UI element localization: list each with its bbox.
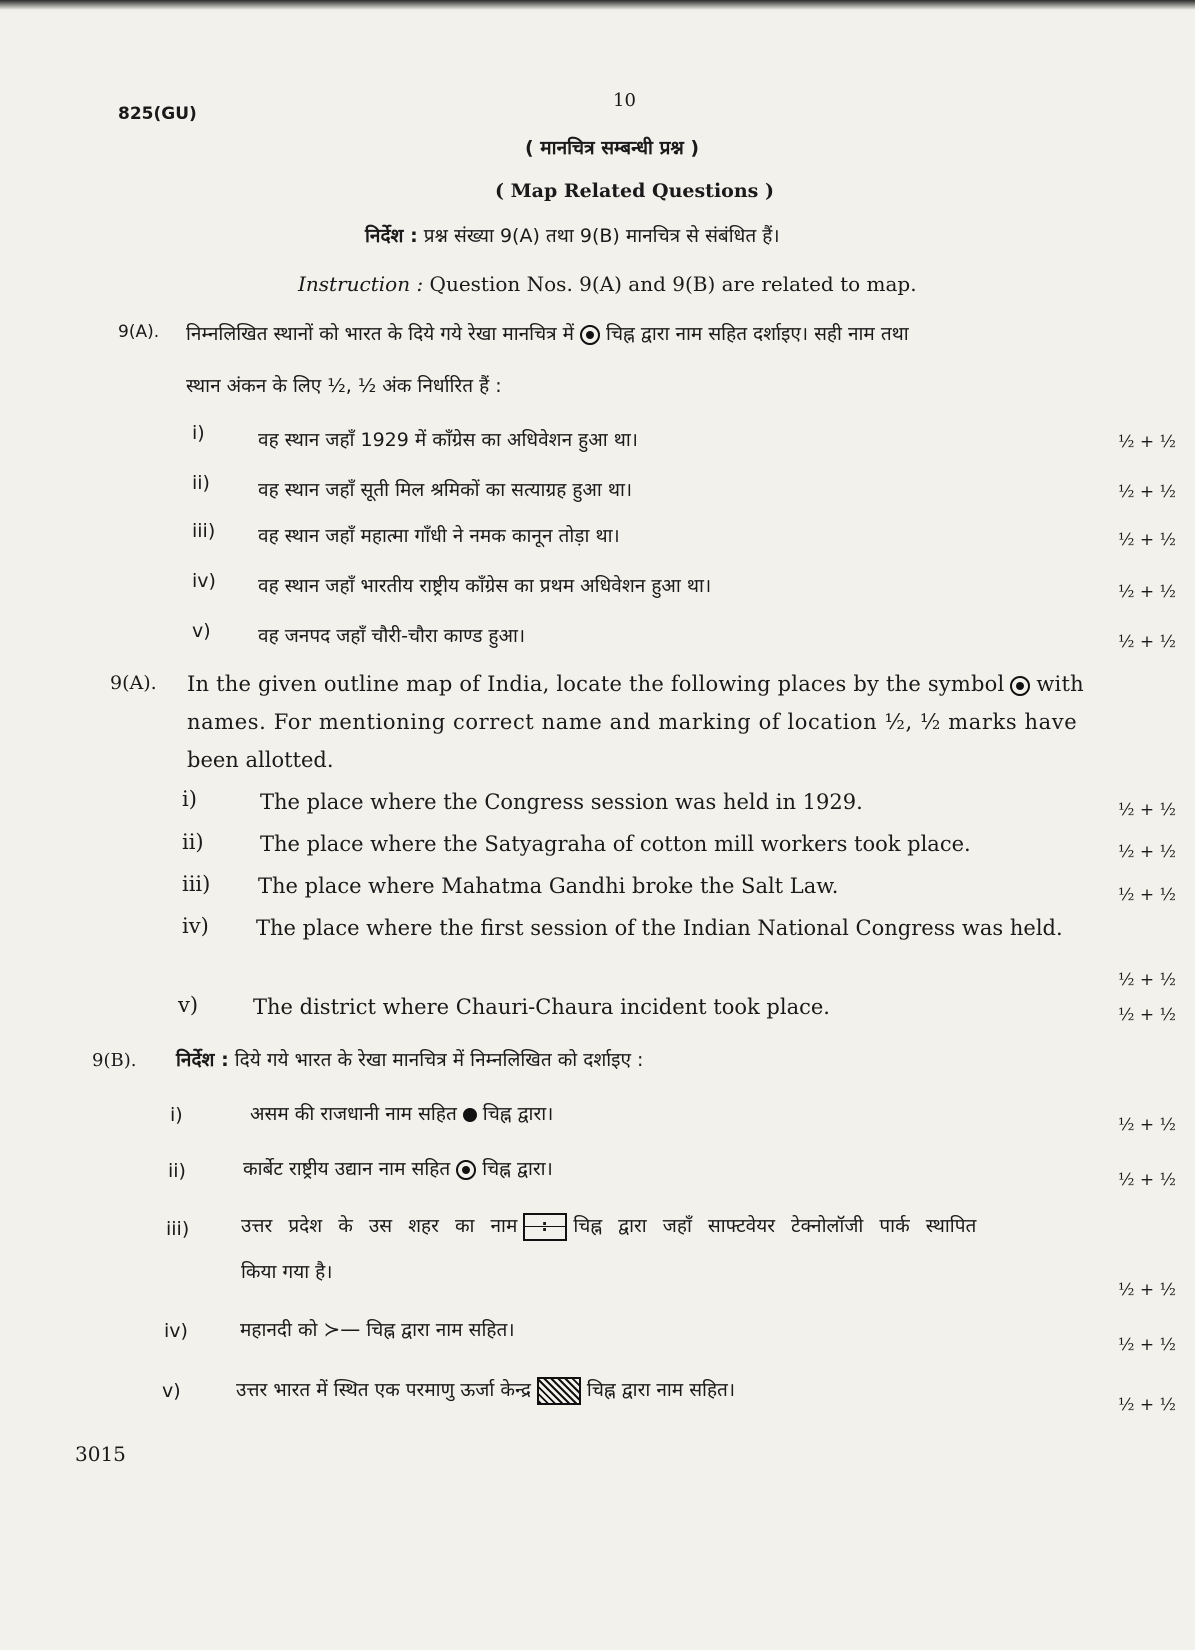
item-label: ii) xyxy=(182,830,204,854)
item-text-part: चिह्न द्वारा नाम सहित। xyxy=(586,1379,736,1401)
item-text xyxy=(243,1155,553,1181)
item-marks: ½ + ½ xyxy=(1118,800,1177,820)
item-label: iv) xyxy=(164,1320,188,1342)
item-text: वह स्थान जहाँ महात्मा गाँधी ने नमक कानून तोड़ा था। xyxy=(258,525,620,547)
item-label: iv) xyxy=(192,570,216,592)
item-text-line2: किया गया है। xyxy=(241,1261,333,1283)
scan-edge xyxy=(0,0,1195,10)
item-marks: ½ + ½ xyxy=(1118,632,1177,652)
question-text-part: निम्नलिखित स्थानों को भारत के दिये गये रेखा मानचित्र में xyxy=(186,323,575,345)
item-marks: ½ + ½ xyxy=(1118,1280,1177,1300)
question-number: 9(A). xyxy=(118,322,160,342)
instruction-label: Instruction : xyxy=(298,272,424,296)
item-label: iii) xyxy=(192,520,216,542)
item-label: ii) xyxy=(192,472,210,494)
question-text-part: In the given outline map of India, locate the following places by the symbol xyxy=(187,672,1005,696)
item-text-part: चिह्न द्वारा। xyxy=(482,1103,554,1125)
question-number: 9(A). xyxy=(110,672,157,694)
title-english: ( Map Related Questions ) xyxy=(495,180,774,202)
instruction-english xyxy=(298,272,917,296)
page-number: 10 xyxy=(613,90,636,111)
item-text-part: उत्तर प्रदेश के उस शहर का नाम xyxy=(241,1215,518,1237)
item-text-part: चिह्न द्वारा जहाँ साफ्टवेयर टेक्नोलॉजी पार्क स्थापित xyxy=(573,1215,977,1237)
item-text-part: उत्तर भारत में स्थित एक परमाणु ऊर्जा केन्द्र xyxy=(236,1379,531,1401)
item-text: The place where the Congress session was held in 1929. xyxy=(260,790,863,814)
filled-circle-symbol-icon xyxy=(463,1108,477,1122)
question-text xyxy=(187,672,1084,696)
item-marks: ½ + ½ xyxy=(1118,1115,1177,1135)
item-text xyxy=(241,1212,976,1241)
item-marks: ½ + ½ xyxy=(1118,1005,1177,1025)
divided-box-symbol-icon xyxy=(523,1213,567,1241)
instruction-text: प्रश्न संख्या 9(A) तथा 9(B) मानचित्र से संबंधित हैं। xyxy=(423,225,780,247)
item-label: iv) xyxy=(182,914,209,938)
item-text: The place where the Satyagraha of cotton mill workers took place. xyxy=(260,832,971,856)
item-text: वह स्थान जहाँ सूती मिल श्रमिकों का सत्याग्रह हुआ था। xyxy=(258,479,633,501)
title-hindi: ( मानचित्र सम्बन्धी प्रश्न ) xyxy=(525,137,700,159)
item-label: v) xyxy=(178,993,199,1017)
question-text xyxy=(176,1046,643,1072)
item-marks: ½ + ½ xyxy=(1118,1170,1177,1190)
item-label: v) xyxy=(162,1380,181,1402)
item-marks: ½ + ½ xyxy=(1118,885,1177,905)
item-label: i) xyxy=(182,787,197,811)
question-number: 9(B). xyxy=(92,1050,137,1071)
item-label: ii) xyxy=(168,1160,186,1182)
item-marks: ½ + ½ xyxy=(1118,432,1177,452)
instruction-hindi xyxy=(365,222,780,248)
item-label: i) xyxy=(170,1104,183,1126)
dot-circle-symbol-icon xyxy=(1010,676,1030,696)
item-marks: ½ + ½ xyxy=(1118,842,1177,862)
item-text: The district where Chauri-Chaura incident took place. xyxy=(253,995,830,1019)
question-text-line3: been allotted. xyxy=(187,748,334,772)
dot-circle-symbol-icon xyxy=(580,325,600,345)
instruction-text: Question Nos. 9(A) and 9(B) are related to map. xyxy=(429,272,917,296)
item-marks: ½ + ½ xyxy=(1118,970,1177,990)
question-text xyxy=(186,320,909,346)
item-text: वह जनपद जहाँ चौरी-चौरा काण्ड हुआ। xyxy=(258,625,526,647)
item-marks: ½ + ½ xyxy=(1118,1335,1177,1355)
item-text-part: चिह्न द्वारा। xyxy=(482,1158,553,1180)
question-text-part: चिह्न द्वारा नाम सहित दर्शाइए। सही नाम तथा xyxy=(606,323,909,345)
item-text: The place where Mahatma Gandhi broke the Salt Law. xyxy=(258,874,839,898)
dot-circle-symbol-icon xyxy=(456,1160,476,1180)
instruction-text: दिये गये भारत के रेखा मानचित्र में निम्नलिखित को दर्शाइए : xyxy=(234,1049,644,1071)
question-text-line2: names. For mentioning correct name and marking of location ½, ½ marks have xyxy=(187,710,1078,734)
item-text: वह स्थान जहाँ भारतीय राष्ट्रीय काँग्रेस का प्रथम अधिवेशन हुआ था। xyxy=(258,575,712,597)
item-marks: ½ + ½ xyxy=(1118,482,1177,502)
item-text: The place where the first session of the Indian National Congress was held. xyxy=(256,916,1063,940)
item-label: i) xyxy=(192,422,205,444)
river-symbol-icon: ≻— xyxy=(323,1317,361,1341)
item-text-part: कार्बेट राष्ट्रीय उद्यान नाम सहित xyxy=(243,1158,451,1180)
question-text-part: with xyxy=(1036,672,1084,696)
item-label: iii) xyxy=(166,1218,190,1240)
item-label: v) xyxy=(192,620,211,642)
item-marks: ½ + ½ xyxy=(1118,582,1177,602)
item-text: वह स्थान जहाँ 1929 में काँग्रेस का अधिवेशन हुआ था। xyxy=(258,429,638,451)
instruction-label: निर्देश : xyxy=(365,225,418,247)
item-label: iii) xyxy=(182,872,211,896)
item-text-part: चिह्न द्वारा नाम सहित। xyxy=(366,1319,515,1341)
item-text xyxy=(240,1316,515,1342)
item-text-part: असम की राजधानी नाम सहित xyxy=(250,1103,457,1125)
instruction-label: निर्देश : xyxy=(176,1049,229,1071)
paper-code: 825(GU) xyxy=(118,104,197,124)
item-text xyxy=(250,1100,553,1126)
hatched-box-symbol-icon xyxy=(537,1377,581,1405)
item-marks: ½ + ½ xyxy=(1118,1395,1177,1415)
question-text-line2: स्थान अंकन के लिए ½, ½ अंक निर्धारित हैं : xyxy=(186,375,502,397)
item-text xyxy=(236,1376,735,1405)
item-text-part: महानदी को xyxy=(240,1319,318,1341)
item-marks: ½ + ½ xyxy=(1118,530,1177,550)
footer-code: 3015 xyxy=(75,1442,126,1466)
